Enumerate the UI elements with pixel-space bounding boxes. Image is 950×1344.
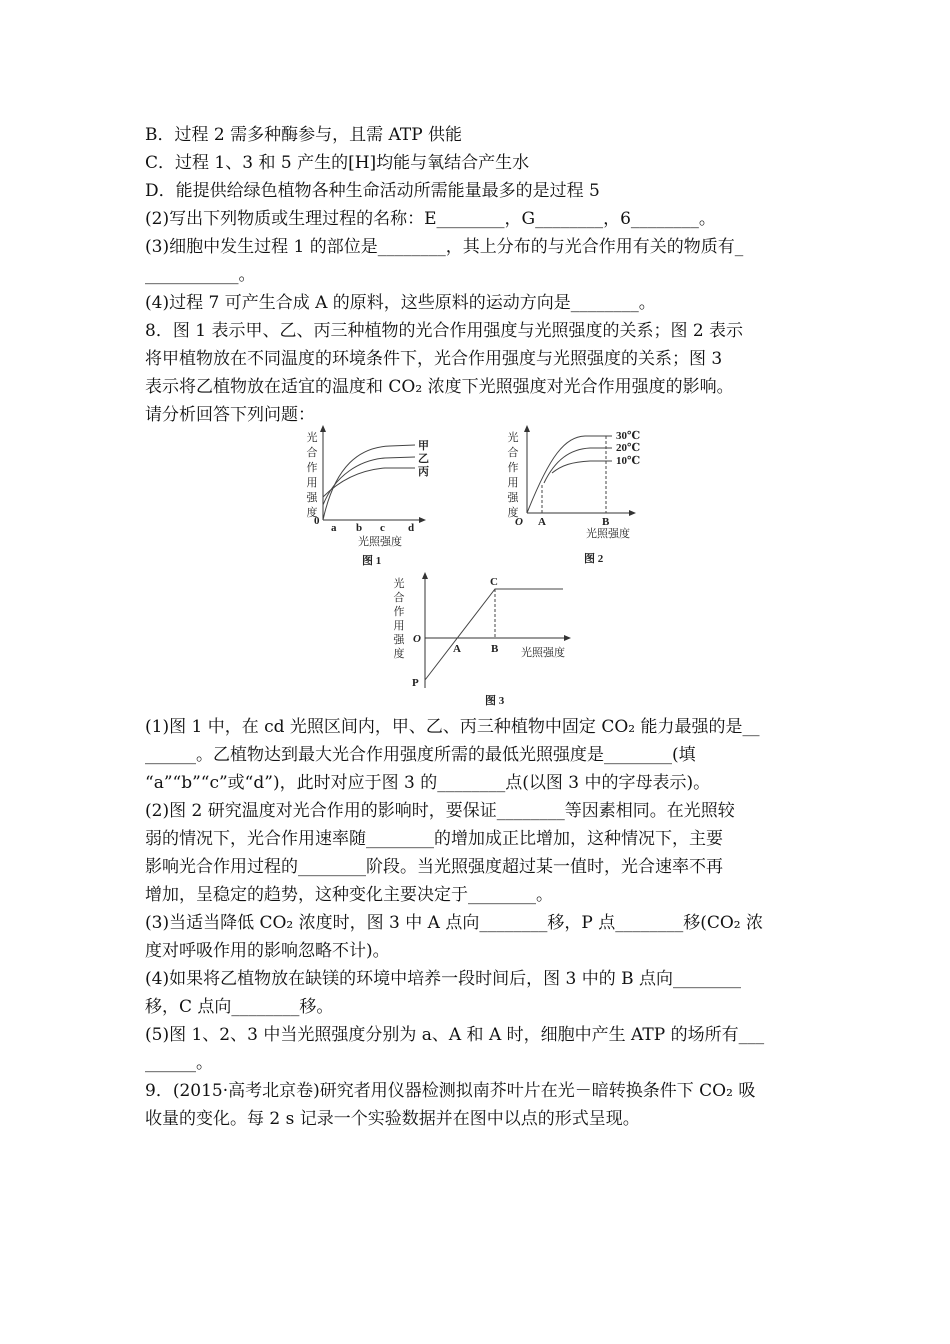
svg-text:度: 度 — [393, 648, 405, 660]
svg-text:强: 强 — [306, 492, 318, 504]
fig2-y-arrow — [524, 425, 530, 432]
q8-part2-b: 弱的情况下，光合作用速率随________的增加成正比增加，这种情况下，主要 — [145, 829, 723, 849]
fig2-origin: O — [515, 516, 523, 528]
fig3-point-c: C — [490, 576, 498, 588]
q8-part4-b: 移，C 点向________移。 — [145, 997, 334, 1017]
q8-part5-b: ______。 — [145, 1053, 213, 1073]
q8-part4-a: (4)如果将乙植物放在缺镁的环境中培养一段时间后，图 3 中的 B 点向________ — [145, 969, 742, 989]
fig2-curve-10 — [552, 461, 612, 473]
fig1-tick-d: d — [408, 522, 415, 534]
fig2-tick-b: B — [602, 516, 610, 528]
fig2-caption: 图 2 — [584, 553, 604, 565]
fig1-ylabel — [307, 430, 319, 519]
option-c: C．过程 1、3 和 5 产生的[H]均能与氧结合产生水 — [145, 153, 530, 173]
fig1-tick-b: b — [356, 522, 363, 534]
q8-stem-2: 将甲植物放在不同温度的环境条件下，光合作用强度与光照强度的关系；图 3 — [145, 349, 723, 369]
figure-2 — [500, 425, 660, 575]
svg-text:光: 光 — [507, 432, 519, 444]
q8-stem-1: 8．图 1 表示甲、乙、丙三种植物的光合作用强度与光照强度的关系；图 2 表示 — [145, 321, 744, 341]
svg-text:光: 光 — [306, 432, 318, 444]
fig3-x-arrow — [564, 635, 571, 641]
option-d: D．能提供给绿色植物各种生命活动所需能量最多的是过程 5 — [145, 181, 600, 201]
fig3-point-p: P — [412, 677, 419, 689]
q8-part2-a: (2)图 2 研究温度对光合作用的影响时，要保证________等因素相同。在光照较 — [145, 801, 735, 821]
q8-part2-c: 影响光合作用过程的________阶段。当光照强度超过某一值时，光合速率不再 — [145, 857, 723, 877]
fig2-label-20: 20℃ — [616, 442, 641, 454]
svg-text:强: 强 — [393, 634, 405, 646]
fig1-caption: 图 1 — [362, 555, 382, 567]
fig2-tick-a: A — [538, 516, 546, 528]
fig3-ylabel — [394, 576, 406, 660]
fig1-tick-a: a — [331, 522, 337, 534]
q9-stem-1: 9．(2015·高考北京卷)研究者用仪器检测拟南芥叶片在光－暗转换条件下 CO₂ 吸 — [145, 1081, 756, 1101]
q7-part4: (4)过程 7 可产生合成 A 的原料，这些原料的运动方向是________。 — [145, 293, 656, 313]
svg-text:合: 合 — [507, 447, 519, 459]
fig2-ylabel — [508, 430, 520, 519]
fig1-y-arrow — [320, 425, 326, 432]
svg-text:度: 度 — [507, 507, 519, 519]
q8-part1-c: “a”“b”“c”或“d”)，此时对应于图 3 的________点(以图 3 中的字母表示)。 — [145, 773, 711, 793]
q8-part5-a: (5)图 1、2、3 中当光照强度分别为 a、A 和 A 时，细胞中产生 ATP 的场所有___ — [145, 1025, 765, 1045]
svg-text:强: 强 — [507, 492, 519, 504]
fig1-origin: 0 — [314, 515, 320, 527]
q8-part1-b: ______。乙植物达到最大光合作用强度所需的最低光照强度是________(填 — [145, 745, 696, 765]
fig1-xlabel: 光照强度 — [358, 536, 402, 548]
figure-1 — [290, 425, 450, 575]
svg-text:度: 度 — [306, 507, 318, 519]
fig2-label-30: 30℃ — [616, 430, 641, 442]
figure-3 — [385, 570, 585, 710]
fig3-caption: 图 3 — [485, 695, 505, 707]
fig3-curve — [425, 589, 563, 680]
q9-stem-2: 收量的变化。每 2 s 记录一个实验数据并在图中以点的形式呈现。 — [145, 1109, 640, 1129]
q8-stem-3: 表示将乙植物放在适宜的温度和 CO₂ 浓度下光照强度对光合作用强度的影响。 — [145, 377, 734, 397]
fig1-label-bing: 丙 — [418, 466, 429, 478]
fig1-label-yi: 乙 — [418, 453, 429, 465]
fig2-xlabel: 光照强度 — [586, 528, 630, 540]
fig3-y-arrow — [422, 572, 428, 579]
fig2-curve-20 — [544, 448, 612, 483]
q8-part3-a: (3)当适当降低 CO₂ 浓度时，图 3 中 A 点向________移，P 点________移(CO₂ 浓 — [145, 913, 763, 933]
fig3-point-b: B — [491, 643, 499, 655]
fig3-point-a: A — [453, 643, 461, 655]
svg-text:作: 作 — [393, 606, 405, 618]
fig1-x-arrow — [419, 517, 426, 523]
svg-text:作: 作 — [306, 462, 318, 474]
fig2-label-10: 10℃ — [616, 455, 641, 467]
q8-part2-d: 增加，呈稳定的趋势，这种变化主要决定于________。 — [145, 885, 553, 905]
q7-part3-cont: ___________。 — [145, 265, 256, 285]
svg-text:用: 用 — [507, 477, 519, 489]
q7-part3: (3)细胞中发生过程 1 的部位是________，其上分布的与光合作用有关的物质有_ — [145, 237, 744, 257]
svg-text:合: 合 — [306, 447, 318, 459]
q8-part1-a: (1)图 1 中，在 cd 光照区间内，甲、乙、丙三种植物中固定 CO₂ 能力最强的是__ — [145, 717, 760, 737]
fig1-label-jia: 甲 — [418, 440, 429, 452]
svg-text:光: 光 — [393, 578, 405, 590]
svg-text:作: 作 — [507, 462, 519, 474]
q8-stem-4: 请分析回答下列问题： — [145, 405, 315, 425]
fig3-xlabel: 光照强度 — [521, 647, 565, 659]
fig1-tick-c: c — [380, 522, 385, 534]
fig3-origin: O — [413, 633, 421, 645]
fig2-x-arrow — [629, 510, 636, 516]
svg-text:用: 用 — [306, 477, 318, 489]
svg-text:用: 用 — [393, 620, 405, 632]
svg-text:合: 合 — [393, 592, 405, 604]
q7-part2: (2)写出下列物质或生理过程的名称：E________，G________，6________。 — [145, 209, 716, 229]
option-b: B．过程 2 需多种酶参与，且需 ATP 供能 — [145, 125, 463, 145]
q8-part3-b: 度对呼吸作用的影响忽略不计)。 — [145, 941, 390, 961]
